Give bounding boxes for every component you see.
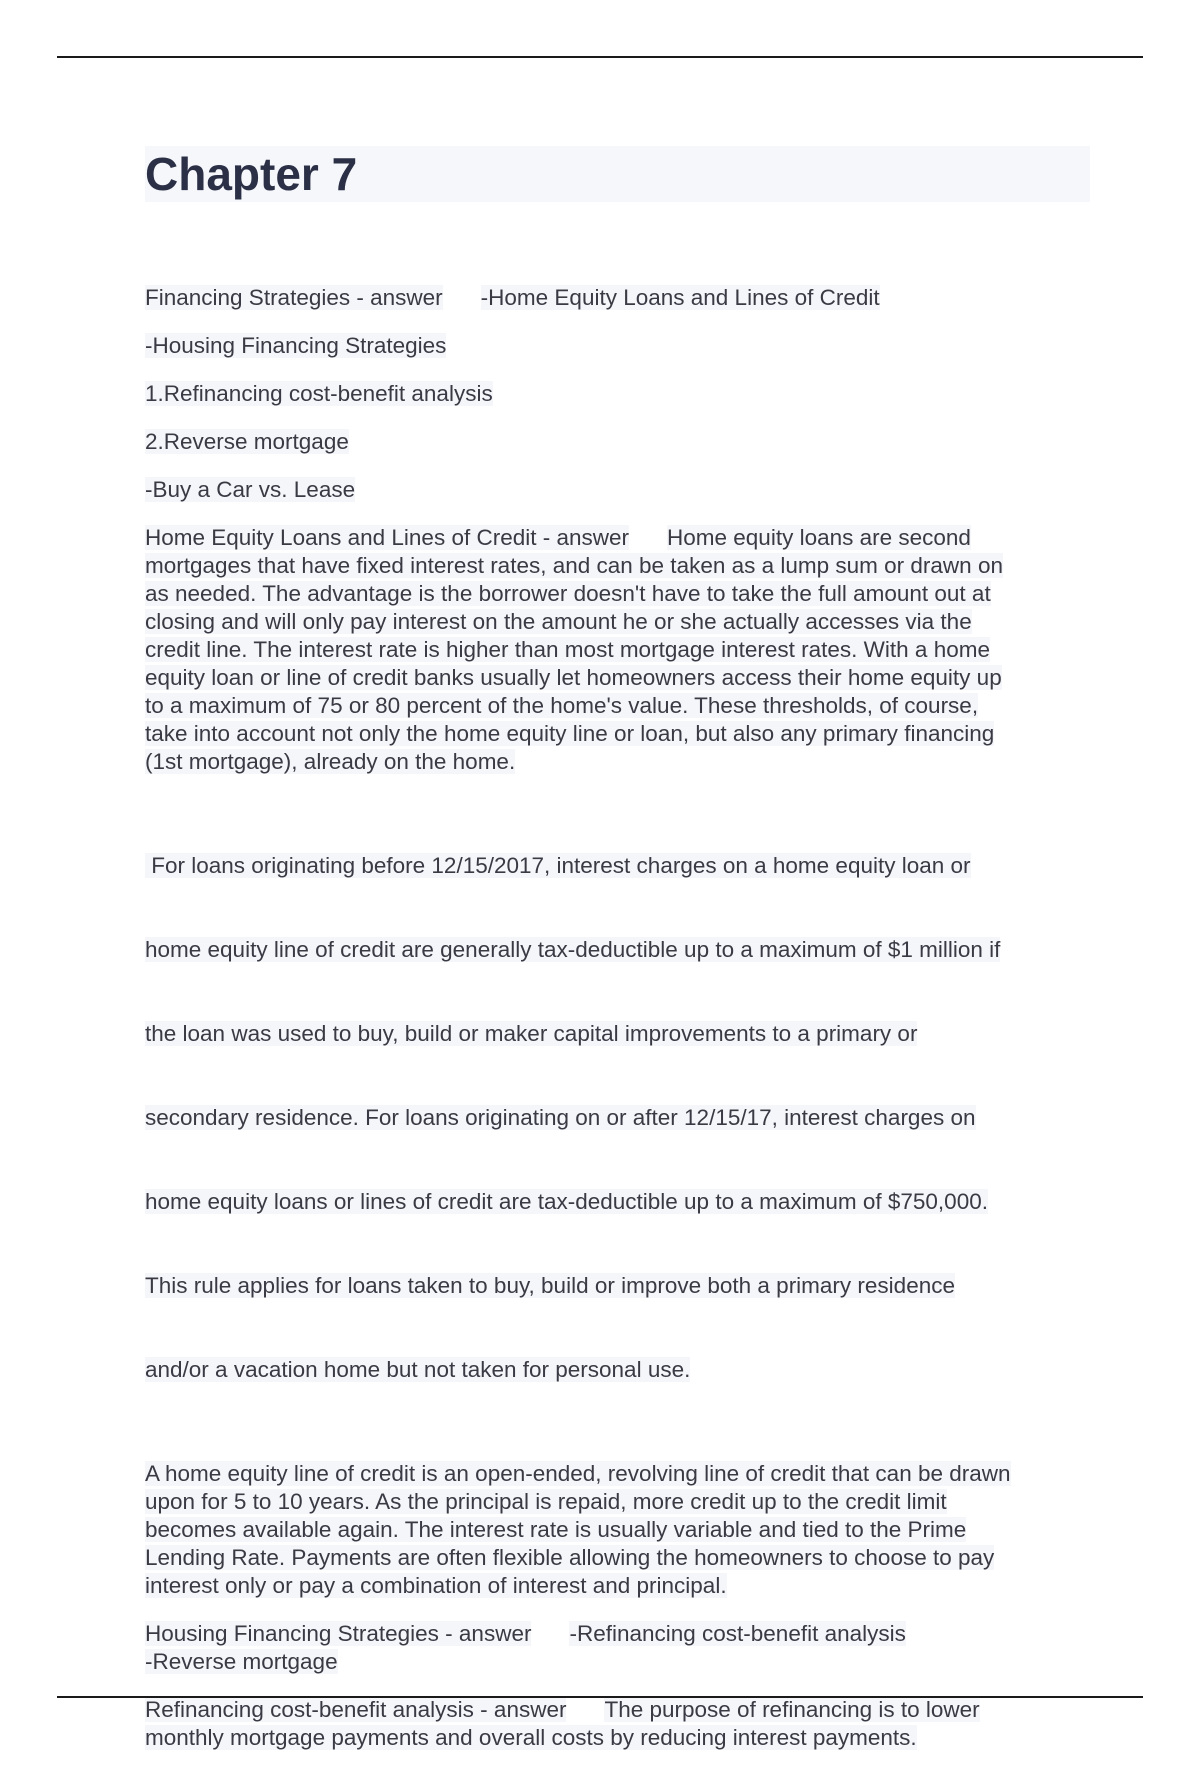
paragraph-tax-deductible [145, 796, 1095, 1440]
page-content [145, 146, 1095, 1772]
list-item-text: -Housing Financing Strategies [145, 333, 447, 358]
card-answer-line: -Refinancing cost-benefit analysis [569, 1621, 906, 1646]
header-rule [57, 56, 1143, 58]
card-home-equity [145, 524, 1095, 776]
list-item-housing-financing [145, 332, 1095, 360]
list-item-reverse-mortgage [145, 428, 1095, 456]
card-answer-line: equity loan or line of credit banks usually let homeowners access their home equity up [145, 665, 1002, 690]
card-answer-line: credit line. The interest rate is higher than most mortgage interest rates. With a home [145, 637, 990, 662]
paragraph-line: This rule applies for loans taken to buy, build or improve both a primary residence [145, 1273, 955, 1298]
paragraph-line: interest only or pay a combination of interest and principal. [145, 1573, 727, 1598]
paragraph-heloc [145, 1460, 1095, 1600]
card-answer-line: as needed. The advantage is the borrower doesn't have to take the full amount out at [145, 581, 991, 606]
card-answer-line: The purpose of refinancing is to lower [604, 1697, 980, 1722]
card-answer-line: -Reverse mortgage [145, 1649, 338, 1674]
card-answer-line: take into account not only the home equity line or loan, but also any primary financing [145, 721, 995, 746]
paragraph-line: the loan was used to buy, build or maker capital improvements to a primary or [145, 1021, 918, 1046]
card-term: Financing Strategies - answer [145, 285, 443, 310]
list-item-text: -Buy a Car vs. Lease [145, 477, 356, 502]
paragraph-line: and/or a vacation home but not taken for personal use. [145, 1357, 691, 1382]
paragraph-line: upon for 5 to 10 years. As the principal is repaid, more credit up to the credit limit [145, 1489, 947, 1514]
list-item-text: 1.Refinancing cost-benefit analysis [145, 381, 493, 406]
list-item-text: 2.Reverse mortgage [145, 429, 349, 454]
list-item-buy-car [145, 476, 1095, 504]
paragraph-line: becomes available again. The interest rate is usually variable and tied to the Prime [145, 1517, 967, 1542]
card-answer-line: Home equity loans are second [667, 525, 971, 550]
paragraph-line: home equity line of credit are generally tax-deductible up to a maximum of $1 million if [145, 937, 1001, 962]
card-answer-line: -Home Equity Loans and Lines of Credit [480, 285, 880, 310]
card-answer-line: to a maximum of 75 or 80 percent of the home's value. These thresholds, of course, [145, 693, 979, 718]
paragraph-line: secondary residence. For loans originating on or after 12/15/17, interest charges on [145, 1105, 976, 1130]
card-answer-line: closing and will only pay interest on the amount he or she actually accesses via the [145, 609, 972, 634]
card-term: Housing Financing Strategies - answer [145, 1621, 532, 1646]
footer-rule [57, 1696, 1143, 1698]
card-answer-line: (1st mortgage), already on the home. [145, 749, 516, 774]
list-item-refinancing [145, 380, 1095, 408]
card-term: Refinancing cost-benefit analysis - answer [145, 1697, 567, 1722]
card-housing-financing [145, 1620, 1095, 1676]
paragraph-line: home equity loans or lines of credit are tax-deductible up to a maximum of $750,000. [145, 1189, 988, 1214]
page-title: Chapter 7 [145, 146, 1090, 202]
card-financing-strategies [145, 284, 1095, 312]
flashcard-list [145, 284, 1095, 1752]
paragraph-line: Lending Rate. Payments are often flexible allowing the homeowners to choose to pay [145, 1545, 995, 1570]
card-term: Home Equity Loans and Lines of Credit - answer [145, 525, 630, 550]
card-answer-line: mortgages that have fixed interest rates, and can be taken as a lump sum or drawn on [145, 553, 1003, 578]
paragraph-line: For loans originating before 12/15/2017, interest charges on a home equity loan or [145, 853, 971, 878]
card-refinancing [145, 1696, 1095, 1752]
card-answer-line: monthly mortgage payments and overall costs by reducing interest payments. [145, 1725, 917, 1750]
paragraph-line: A home equity line of credit is an open-ended, revolving line of credit that can be drawn [145, 1461, 1011, 1486]
